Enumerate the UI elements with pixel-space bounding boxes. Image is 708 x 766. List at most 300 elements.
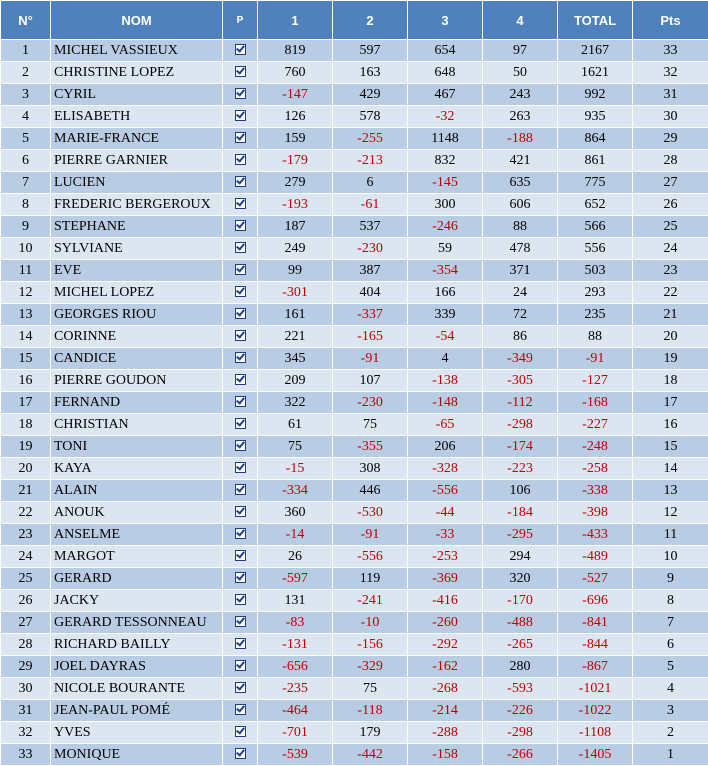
- rank-cell: 28: [1, 634, 51, 656]
- round-1-cell: -539: [258, 744, 333, 766]
- presence-cell[interactable]: [223, 524, 258, 546]
- round-1-cell: -301: [258, 282, 333, 304]
- checkbox-checked-icon[interactable]: [235, 440, 246, 451]
- round-1-cell: 760: [258, 62, 333, 84]
- points-cell: 33: [633, 40, 708, 62]
- presence-cell[interactable]: [223, 172, 258, 194]
- round-4-cell: 421: [483, 150, 558, 172]
- round-1-cell: -83: [258, 612, 333, 634]
- round-3-cell: 166: [408, 282, 483, 304]
- round-2-cell: 578: [333, 106, 408, 128]
- name-cell: MONIQUE: [51, 744, 223, 766]
- round-4-cell: -112: [483, 392, 558, 414]
- round-2-cell: -355: [333, 436, 408, 458]
- round-3-cell: 832: [408, 150, 483, 172]
- round-4-cell: -265: [483, 634, 558, 656]
- rank-cell: 18: [1, 414, 51, 436]
- checkbox-checked-icon[interactable]: [235, 242, 246, 253]
- round-3-cell: -292: [408, 634, 483, 656]
- round-2-cell: -118: [333, 700, 408, 722]
- round-3-cell: -268: [408, 678, 483, 700]
- points-cell: 11: [633, 524, 708, 546]
- round-3-cell: -288: [408, 722, 483, 744]
- rank-cell: 23: [1, 524, 51, 546]
- name-cell: PIERRE GARNIER: [51, 150, 223, 172]
- presence-cell[interactable]: [223, 260, 258, 282]
- name-cell: SYLVIANE: [51, 238, 223, 260]
- round-1-cell: 249: [258, 238, 333, 260]
- round-3-cell: -556: [408, 480, 483, 502]
- round-1-cell: 221: [258, 326, 333, 348]
- table-row: [1, 84, 708, 106]
- round-2-cell: 6: [333, 172, 408, 194]
- rank-cell: 1: [1, 40, 51, 62]
- checkbox-checked-icon[interactable]: [235, 418, 246, 429]
- table-row: [1, 568, 708, 590]
- total-cell: 556: [558, 238, 633, 260]
- table-row: [1, 348, 708, 370]
- round-1-cell: 61: [258, 414, 333, 436]
- round-4-cell: -170: [483, 590, 558, 612]
- checkbox-checked-icon[interactable]: [235, 154, 246, 165]
- checkbox-checked-icon[interactable]: [235, 682, 246, 693]
- header-total: TOTAL: [558, 1, 633, 40]
- name-cell: CHRISTINE LOPEZ: [51, 62, 223, 84]
- total-cell: 861: [558, 150, 633, 172]
- round-1-cell: 159: [258, 128, 333, 150]
- round-3-cell: -158: [408, 744, 483, 766]
- points-cell: 31: [633, 84, 708, 106]
- round-4-cell: 243: [483, 84, 558, 106]
- round-4-cell: -184: [483, 502, 558, 524]
- rank-cell: 32: [1, 722, 51, 744]
- round-2-cell: -337: [333, 304, 408, 326]
- presence-cell[interactable]: [223, 106, 258, 128]
- round-1-cell: -193: [258, 194, 333, 216]
- presence-cell[interactable]: [223, 480, 258, 502]
- presence-cell[interactable]: [223, 744, 258, 766]
- points-cell: 22: [633, 282, 708, 304]
- total-cell: 88: [558, 326, 633, 348]
- round-1-cell: -179: [258, 150, 333, 172]
- table-row: [1, 480, 708, 502]
- round-2-cell: 75: [333, 414, 408, 436]
- rank-cell: 11: [1, 260, 51, 282]
- name-cell: CANDICE: [51, 348, 223, 370]
- points-cell: 17: [633, 392, 708, 414]
- name-cell: GERARD TESSONNEAU: [51, 612, 223, 634]
- presence-cell[interactable]: [223, 62, 258, 84]
- checkbox-checked-icon[interactable]: [235, 330, 246, 341]
- table-row: [1, 744, 708, 766]
- points-cell: 19: [633, 348, 708, 370]
- rank-cell: 19: [1, 436, 51, 458]
- round-4-cell: -226: [483, 700, 558, 722]
- presence-cell[interactable]: [223, 150, 258, 172]
- table-row: [1, 546, 708, 568]
- table-row: [1, 194, 708, 216]
- checkbox-checked-icon[interactable]: [235, 132, 246, 143]
- rank-cell: 14: [1, 326, 51, 348]
- checkbox-checked-icon[interactable]: [235, 748, 246, 759]
- rank-cell: 27: [1, 612, 51, 634]
- presence-cell[interactable]: [223, 238, 258, 260]
- round-1-cell: -15: [258, 458, 333, 480]
- round-1-cell: -656: [258, 656, 333, 678]
- table-row: [1, 656, 708, 678]
- rank-cell: 16: [1, 370, 51, 392]
- points-cell: 2: [633, 722, 708, 744]
- round-4-cell: 88: [483, 216, 558, 238]
- round-4-cell: 106: [483, 480, 558, 502]
- round-1-cell: -597: [258, 568, 333, 590]
- rank-cell: 21: [1, 480, 51, 502]
- points-cell: 16: [633, 414, 708, 436]
- rank-cell: 3: [1, 84, 51, 106]
- rank-cell: 31: [1, 700, 51, 722]
- points-cell: 24: [633, 238, 708, 260]
- total-cell: 864: [558, 128, 633, 150]
- name-cell: MICHEL LOPEZ: [51, 282, 223, 304]
- rank-cell: 15: [1, 348, 51, 370]
- points-cell: 30: [633, 106, 708, 128]
- table-row: [1, 238, 708, 260]
- total-cell: 652: [558, 194, 633, 216]
- checkbox-checked-icon[interactable]: [235, 726, 246, 737]
- round-1-cell: -334: [258, 480, 333, 502]
- round-4-cell: -223: [483, 458, 558, 480]
- round-2-cell: -156: [333, 634, 408, 656]
- round-2-cell: -165: [333, 326, 408, 348]
- round-3-cell: 339: [408, 304, 483, 326]
- round-4-cell: -295: [483, 524, 558, 546]
- total-cell: 992: [558, 84, 633, 106]
- round-2-cell: -442: [333, 744, 408, 766]
- checkbox-checked-icon[interactable]: [235, 308, 246, 319]
- presence-cell[interactable]: [223, 656, 258, 678]
- round-3-cell: -138: [408, 370, 483, 392]
- table-row: [1, 414, 708, 436]
- total-cell: -338: [558, 480, 633, 502]
- rank-cell: 8: [1, 194, 51, 216]
- name-cell: LUCIEN: [51, 172, 223, 194]
- total-cell: -844: [558, 634, 633, 656]
- header-presence: P: [223, 1, 258, 40]
- header-row: [1, 1, 708, 40]
- checkbox-checked-icon[interactable]: [235, 264, 246, 275]
- round-3-cell: -246: [408, 216, 483, 238]
- name-cell: CYRIL: [51, 84, 223, 106]
- rank-cell: 26: [1, 590, 51, 612]
- round-2-cell: -530: [333, 502, 408, 524]
- round-2-cell: -91: [333, 524, 408, 546]
- rank-cell: 33: [1, 744, 51, 766]
- presence-cell[interactable]: [223, 436, 258, 458]
- checkbox-checked-icon[interactable]: [235, 594, 246, 605]
- round-1-cell: 322: [258, 392, 333, 414]
- rank-cell: 17: [1, 392, 51, 414]
- name-cell: JACKY: [51, 590, 223, 612]
- round-2-cell: 446: [333, 480, 408, 502]
- total-cell: -433: [558, 524, 633, 546]
- rank-cell: 30: [1, 678, 51, 700]
- round-1-cell: -701: [258, 722, 333, 744]
- round-4-cell: -298: [483, 414, 558, 436]
- header-rank: N°: [1, 1, 51, 40]
- presence-cell[interactable]: [223, 590, 258, 612]
- header-name: NOM: [51, 1, 223, 40]
- table-row: [1, 128, 708, 150]
- round-2-cell: -61: [333, 194, 408, 216]
- round-3-cell: -32: [408, 106, 483, 128]
- total-cell: -1405: [558, 744, 633, 766]
- round-1-cell: 99: [258, 260, 333, 282]
- presence-cell[interactable]: [223, 700, 258, 722]
- checkbox-checked-icon[interactable]: [235, 374, 246, 385]
- name-cell: FERNAND: [51, 392, 223, 414]
- round-3-cell: -214: [408, 700, 483, 722]
- name-cell: KAYA: [51, 458, 223, 480]
- points-cell: 15: [633, 436, 708, 458]
- presence-cell[interactable]: [223, 546, 258, 568]
- round-4-cell: 280: [483, 656, 558, 678]
- round-3-cell: -145: [408, 172, 483, 194]
- rank-cell: 13: [1, 304, 51, 326]
- round-4-cell: -305: [483, 370, 558, 392]
- table-row: [1, 722, 708, 744]
- rank-cell: 6: [1, 150, 51, 172]
- round-2-cell: 107: [333, 370, 408, 392]
- total-cell: -227: [558, 414, 633, 436]
- points-cell: 13: [633, 480, 708, 502]
- round-4-cell: -349: [483, 348, 558, 370]
- round-2-cell: -230: [333, 392, 408, 414]
- table-row: [1, 40, 708, 62]
- round-2-cell: 75: [333, 678, 408, 700]
- rank-cell: 2: [1, 62, 51, 84]
- name-cell: MARIE-FRANCE: [51, 128, 223, 150]
- presence-cell[interactable]: [223, 348, 258, 370]
- table-row: [1, 612, 708, 634]
- round-4-cell: -266: [483, 744, 558, 766]
- points-cell: 12: [633, 502, 708, 524]
- checkbox-checked-icon[interactable]: [235, 286, 246, 297]
- presence-cell[interactable]: [223, 634, 258, 656]
- round-1-cell: -464: [258, 700, 333, 722]
- round-2-cell: -556: [333, 546, 408, 568]
- total-cell: 935: [558, 106, 633, 128]
- checkbox-checked-icon[interactable]: [235, 110, 246, 121]
- round-2-cell: -10: [333, 612, 408, 634]
- rank-cell: 22: [1, 502, 51, 524]
- rank-cell: 29: [1, 656, 51, 678]
- table-row: [1, 502, 708, 524]
- table-row: [1, 260, 708, 282]
- presence-cell[interactable]: [223, 326, 258, 348]
- round-2-cell: 119: [333, 568, 408, 590]
- total-cell: -127: [558, 370, 633, 392]
- name-cell: ANOUK: [51, 502, 223, 524]
- points-cell: 23: [633, 260, 708, 282]
- points-cell: 5: [633, 656, 708, 678]
- table-row: [1, 282, 708, 304]
- header-round-3: 3: [408, 1, 483, 40]
- presence-cell[interactable]: [223, 722, 258, 744]
- round-3-cell: 4: [408, 348, 483, 370]
- checkbox-checked-icon[interactable]: [235, 220, 246, 231]
- round-3-cell: -54: [408, 326, 483, 348]
- checkbox-checked-icon[interactable]: [235, 528, 246, 539]
- points-cell: 18: [633, 370, 708, 392]
- rank-cell: 9: [1, 216, 51, 238]
- header-round-2: 2: [333, 1, 408, 40]
- presence-cell[interactable]: [223, 194, 258, 216]
- round-4-cell: 606: [483, 194, 558, 216]
- round-2-cell: 308: [333, 458, 408, 480]
- checkbox-checked-icon[interactable]: [235, 506, 246, 517]
- points-cell: 20: [633, 326, 708, 348]
- total-cell: 566: [558, 216, 633, 238]
- presence-cell[interactable]: [223, 84, 258, 106]
- round-3-cell: 467: [408, 84, 483, 106]
- round-1-cell: 360: [258, 502, 333, 524]
- checkbox-checked-icon[interactable]: [235, 660, 246, 671]
- round-1-cell: 75: [258, 436, 333, 458]
- total-cell: -91: [558, 348, 633, 370]
- checkbox-checked-icon[interactable]: [235, 396, 246, 407]
- table-row: [1, 370, 708, 392]
- rank-cell: 10: [1, 238, 51, 260]
- checkbox-checked-icon[interactable]: [235, 638, 246, 649]
- checkbox-checked-icon[interactable]: [235, 484, 246, 495]
- round-4-cell: 294: [483, 546, 558, 568]
- presence-cell[interactable]: [223, 414, 258, 436]
- presence-cell[interactable]: [223, 458, 258, 480]
- checkbox-checked-icon[interactable]: [235, 176, 246, 187]
- rank-cell: 4: [1, 106, 51, 128]
- round-4-cell: 50: [483, 62, 558, 84]
- checkbox-checked-icon[interactable]: [235, 462, 246, 473]
- presence-cell[interactable]: [223, 370, 258, 392]
- rank-cell: 20: [1, 458, 51, 480]
- checkbox-checked-icon[interactable]: [235, 704, 246, 715]
- table-row: [1, 172, 708, 194]
- round-2-cell: -230: [333, 238, 408, 260]
- name-cell: JOEL DAYRAS: [51, 656, 223, 678]
- round-1-cell: 187: [258, 216, 333, 238]
- checkbox-checked-icon[interactable]: [235, 198, 246, 209]
- round-3-cell: 206: [408, 436, 483, 458]
- rank-cell: 25: [1, 568, 51, 590]
- round-3-cell: 300: [408, 194, 483, 216]
- table-row: [1, 150, 708, 172]
- round-2-cell: -255: [333, 128, 408, 150]
- presence-cell[interactable]: [223, 502, 258, 524]
- round-4-cell: 478: [483, 238, 558, 260]
- points-cell: 25: [633, 216, 708, 238]
- round-3-cell: -33: [408, 524, 483, 546]
- total-cell: -696: [558, 590, 633, 612]
- name-cell: TONI: [51, 436, 223, 458]
- total-cell: -168: [558, 392, 633, 414]
- presence-cell[interactable]: [223, 612, 258, 634]
- name-cell: GEORGES RIOU: [51, 304, 223, 326]
- round-3-cell: 648: [408, 62, 483, 84]
- total-cell: -248: [558, 436, 633, 458]
- checkbox-checked-icon[interactable]: [235, 550, 246, 561]
- name-cell: ALAIN: [51, 480, 223, 502]
- points-cell: 32: [633, 62, 708, 84]
- table-row: [1, 392, 708, 414]
- name-cell: EVE: [51, 260, 223, 282]
- checkbox-checked-icon[interactable]: [235, 572, 246, 583]
- presence-cell[interactable]: [223, 568, 258, 590]
- round-4-cell: -488: [483, 612, 558, 634]
- name-cell: CHRISTIAN: [51, 414, 223, 436]
- total-cell: -1108: [558, 722, 633, 744]
- presence-cell[interactable]: [223, 40, 258, 62]
- round-1-cell: 819: [258, 40, 333, 62]
- round-3-cell: -354: [408, 260, 483, 282]
- table-row: [1, 678, 708, 700]
- points-cell: 28: [633, 150, 708, 172]
- name-cell: YVES: [51, 722, 223, 744]
- header-round-1: 1: [258, 1, 333, 40]
- checkbox-checked-icon[interactable]: [235, 352, 246, 363]
- table-row: [1, 62, 708, 84]
- presence-cell[interactable]: [223, 304, 258, 326]
- points-cell: 4: [633, 678, 708, 700]
- presence-cell[interactable]: [223, 282, 258, 304]
- round-1-cell: 161: [258, 304, 333, 326]
- table-row: [1, 326, 708, 348]
- round-2-cell: 387: [333, 260, 408, 282]
- round-4-cell: 371: [483, 260, 558, 282]
- checkbox-checked-icon[interactable]: [235, 616, 246, 627]
- rank-cell: 12: [1, 282, 51, 304]
- round-4-cell: 263: [483, 106, 558, 128]
- checkbox-checked-icon[interactable]: [235, 66, 246, 77]
- points-cell: 9: [633, 568, 708, 590]
- total-cell: 1621: [558, 62, 633, 84]
- presence-cell[interactable]: [223, 678, 258, 700]
- total-cell: 2167: [558, 40, 633, 62]
- table-row: [1, 436, 708, 458]
- checkbox-checked-icon[interactable]: [235, 88, 246, 99]
- total-cell: -527: [558, 568, 633, 590]
- table-row: [1, 634, 708, 656]
- round-4-cell: -188: [483, 128, 558, 150]
- rank-cell: 7: [1, 172, 51, 194]
- name-cell: RICHARD BAILLY: [51, 634, 223, 656]
- round-2-cell: 597: [333, 40, 408, 62]
- presence-cell[interactable]: [223, 392, 258, 414]
- checkbox-checked-icon[interactable]: [235, 44, 246, 55]
- name-cell: PIERRE GOUDON: [51, 370, 223, 392]
- round-1-cell: -235: [258, 678, 333, 700]
- name-cell: STEPHANE: [51, 216, 223, 238]
- presence-cell[interactable]: [223, 128, 258, 150]
- round-3-cell: -369: [408, 568, 483, 590]
- presence-cell[interactable]: [223, 216, 258, 238]
- round-2-cell: 179: [333, 722, 408, 744]
- name-cell: ELISABETH: [51, 106, 223, 128]
- round-2-cell: 404: [333, 282, 408, 304]
- points-cell: 7: [633, 612, 708, 634]
- total-cell: 235: [558, 304, 633, 326]
- points-cell: 21: [633, 304, 708, 326]
- round-3-cell: -148: [408, 392, 483, 414]
